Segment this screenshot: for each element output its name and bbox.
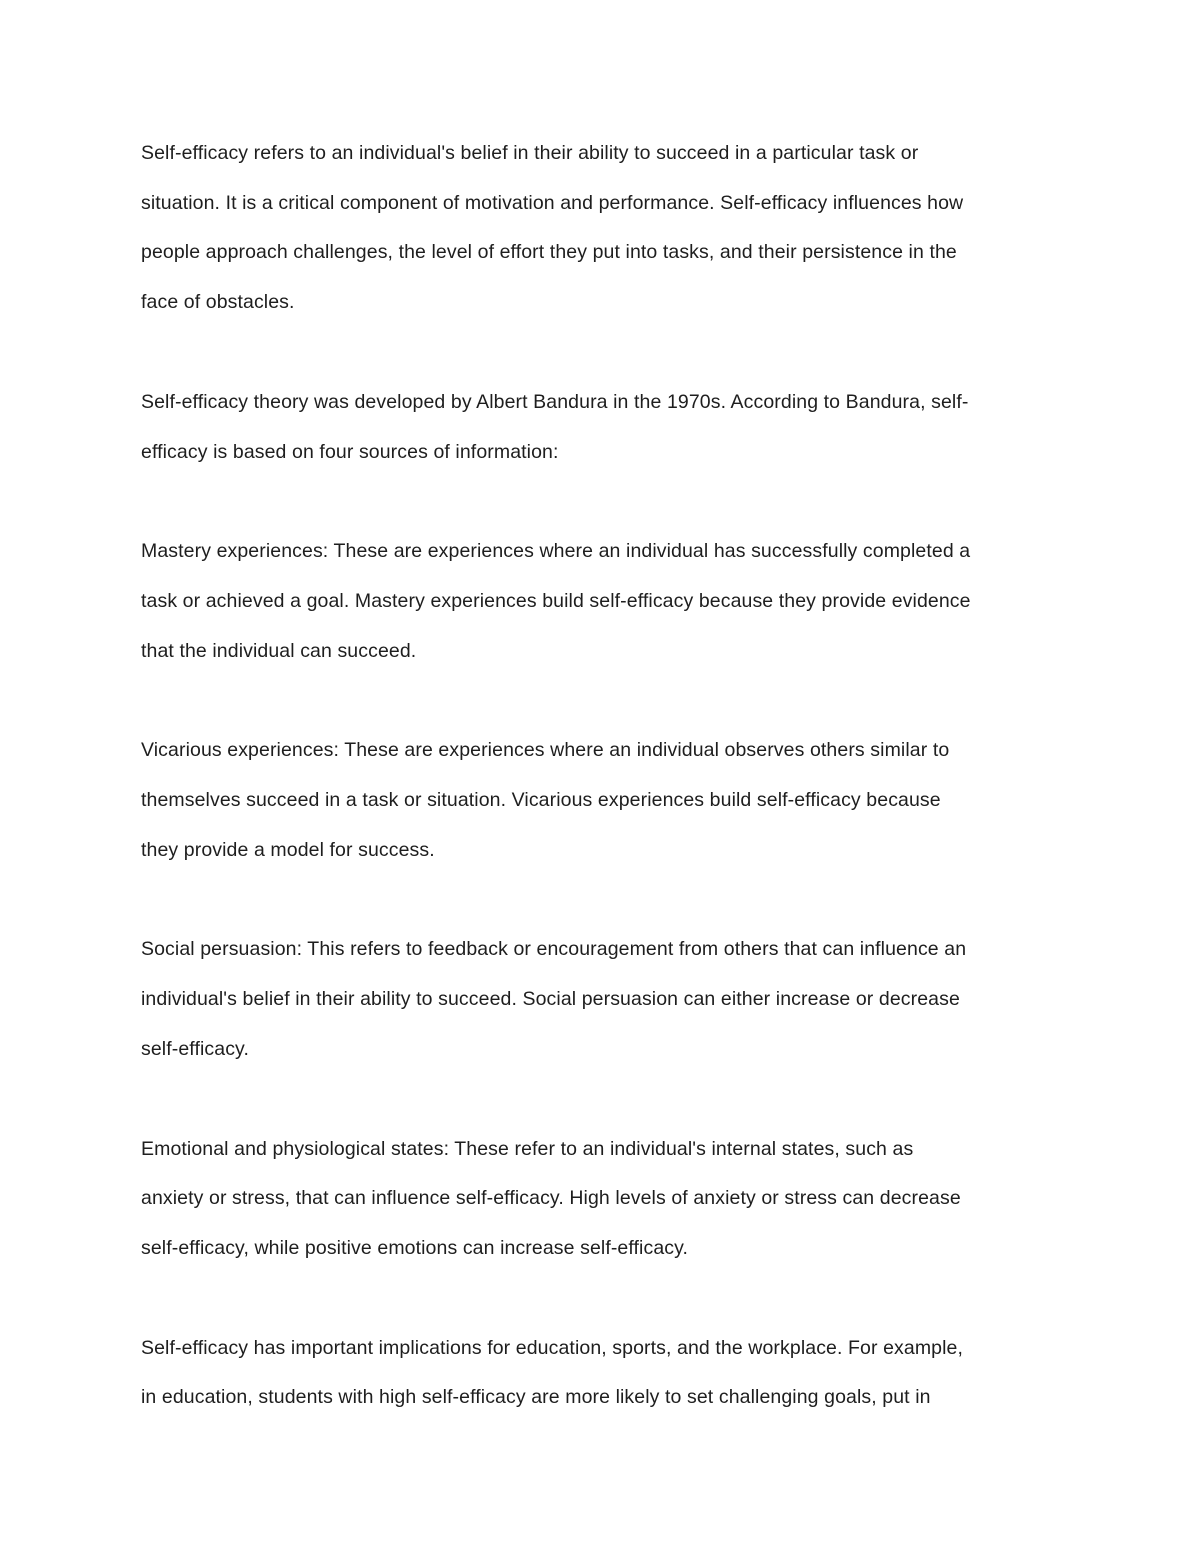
paragraph-implications <box>141 1324 1056 1423</box>
text-line: Self-efficacy refers to an individual's belief in their ability to succeed in a particular task or <box>141 142 919 164</box>
text-line: Vicarious experiences: These are experiences where an individual observes others similar to <box>141 739 950 762</box>
paragraph-vicarious <box>141 726 1056 875</box>
text-line: people approach challenges, the level of effort they put into tasks, and their persistence in the <box>141 241 957 264</box>
paragraph-emotional-states <box>141 1125 1056 1274</box>
document-body <box>141 129 1056 1473</box>
paragraph-social-persuasion <box>141 925 1056 1074</box>
text-line: they provide a model for success. <box>141 838 435 861</box>
paragraph-intro <box>141 129 1056 328</box>
text-line: individual's belief in their ability to succeed. Social persuasion can either increase or decrease <box>141 988 960 1011</box>
text-line: situation. It is a critical component of motivation and performance. Self-efficacy influences how <box>141 191 964 214</box>
text-line: self-efficacy, while positive emotions can increase self-efficacy. <box>141 1236 689 1259</box>
text-line: that the individual can succeed. <box>141 639 417 662</box>
paragraph-mastery <box>141 527 1056 676</box>
text-line: Mastery experiences: These are experiences where an individual has successfully completed a <box>141 540 971 563</box>
text-line: face of obstacles. <box>141 291 295 314</box>
text-line: themselves succeed in a task or situation. Vicarious experiences build self-efficacy because <box>141 789 941 812</box>
text-line: anxiety or stress, that can influence self-efficacy. High levels of anxiety or stress can decrease <box>141 1187 961 1210</box>
text-line: Self-efficacy has important implications for education, sports, and the workplace. For example, <box>141 1336 964 1359</box>
text-line: Social persuasion: This refers to feedback or encouragement from others that can influence an <box>141 938 967 961</box>
text-line: Emotional and physiological states: These refer to an individual's internal states, such as <box>141 1137 914 1160</box>
text-line: self-efficacy. <box>141 1037 249 1060</box>
text-line: in education, students with high self-efficacy are more likely to set challenging goals, put in <box>141 1386 931 1409</box>
text-line: Self-efficacy theory was developed by Albert Bandura in the 1970s. According to Bandura, self- <box>141 390 969 413</box>
paragraph-theory <box>141 378 1056 477</box>
text-line: efficacy is based on four sources of information: <box>141 440 559 463</box>
text-line: task or achieved a goal. Mastery experiences build self-efficacy because they provide evidence <box>141 589 971 612</box>
